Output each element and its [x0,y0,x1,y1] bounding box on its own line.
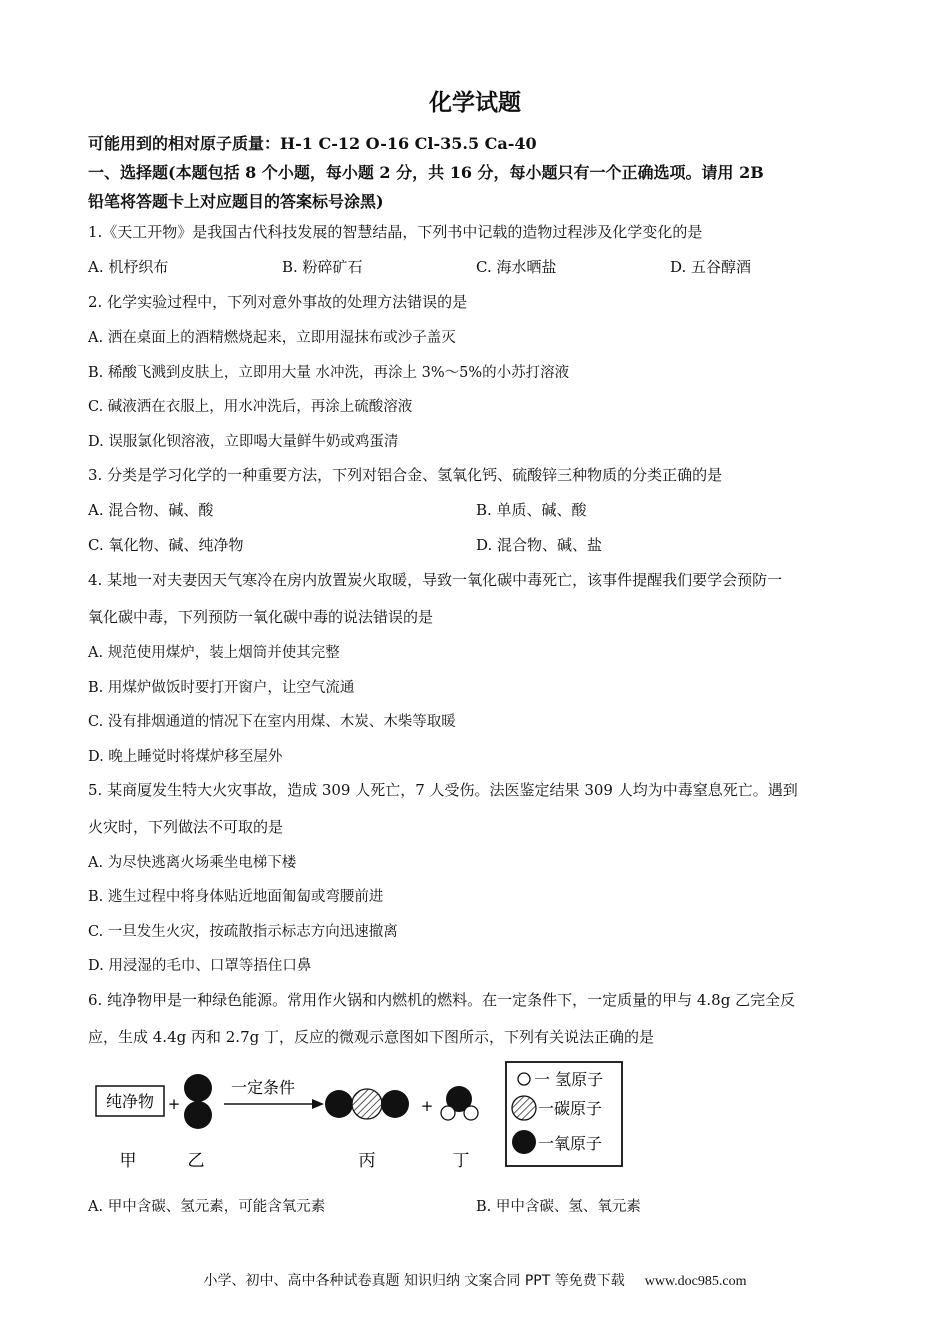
q3-option-a: A. 混合物、碱、酸 [88,501,214,519]
q6-option-b: B. 甲中含碳、氢、氧元素 [476,1199,641,1215]
question-4-stem-line1: 4. 某地一对夫妻因天气寒冷在房内放置炭火取暖，导致一氧化碳中毒死亡，该事件提醒我们要学会预防一 [88,571,783,589]
question-1-stem: 1.《天工开物》是我国古代科技发展的智慧结晶，下列书中记载的造物过程涉及化学变化的是 [88,223,703,241]
legend-oxygen: 一氧原子 [538,1134,603,1153]
co2-oxygen-right [381,1090,409,1118]
legend-hydrogen-icon [518,1073,530,1085]
reaction-diagram [88,1058,628,1178]
q4-option-c: C. 没有排烟通道的情况下在室内用煤、木炭、木柴等取暖 [88,714,456,730]
question-3-stem: 3. 分类是学习化学的一种重要方法，下列对铝合金、氢氧化钙、硫酸锌三种物质的分类正确的是 [88,466,723,484]
q2-option-a: A. 洒在桌面上的酒精燃烧起来，立即用湿抹布或沙子盖灭 [88,330,456,346]
label-yi: 乙 [187,1151,205,1171]
q5-option-b: B. 逃生过程中将身体贴近地面匍匐或弯腰前进 [88,889,384,905]
legend-hydrogen: 一 氢原子 [534,1070,604,1089]
section-heading-line2: 铅笔将答题卡上对应题目的答案标号涂黑) [88,192,384,211]
q6-option-a: A. 甲中含碳、氢元素，可能含氧元素 [88,1199,326,1215]
atomic-mass-note: 可能用到的相对原子质量：H-1 C-12 O-16 Cl-35.5 Ca-40 [88,134,537,153]
legend-carbon-icon [512,1096,536,1120]
q1-option-c: C. 海水晒盐 [476,258,557,276]
condition-label: 一定条件 [230,1078,296,1097]
section-heading-line1: 一、选择题(本题包括 8 个小题，每小题 2 分，共 16 分，每小题只有一个正确选项。请用 2B [88,163,764,182]
co2-oxygen-left [325,1090,353,1118]
q1-option-a: A. 机杼织布 [88,258,169,276]
q2-option-c: C. 碱液洒在衣服上，用水冲洗后，再涂上硫酸溶液 [88,399,413,415]
box-label: 纯净物 [105,1092,155,1111]
label-jia: 甲 [119,1151,137,1171]
water-hydrogen-right [464,1106,478,1120]
q1-option-b: B. 粉碎矿石 [282,258,363,276]
label-ding: 丁 [452,1151,470,1171]
co2-carbon [352,1089,382,1119]
q2-option-d: D. 误服氯化钡溶液，立即喝大量鲜牛奶或鸡蛋清 [88,434,399,450]
q2-option-b: B. 稀酸飞溅到皮肤上，立即用大量 水冲洗，再涂上 3%～5%的小苏打溶液 [88,365,570,381]
q4-option-d: D. 晚上睡觉时将煤炉移至屋外 [88,749,283,765]
plus-sign-1: + [167,1095,181,1113]
question-5-stem-line2: 火灾时，下列做法不可取的是 [88,818,284,836]
q3-option-c: C. 氧化物、碱、纯净物 [88,536,244,554]
page-title: 化学试题 [429,89,521,116]
footer-text: 小学、初中、高中各种试卷真题 知识归纳 文案合同 PPT 等免费下载 [203,1273,625,1289]
oxygen-atom-2 [184,1101,212,1129]
footer-url[interactable]: www.doc985.com [644,1274,747,1289]
page-footer [0,1270,950,1290]
arrow-head [312,1099,324,1109]
oxygen-atom-1 [184,1074,212,1102]
question-4-stem-line2: 氧化碳中毒，下列预防一氧化碳中毒的说法错误的是 [88,608,434,626]
question-6-stem-line2: 应，生成 4.4g 丙和 2.7g 丁，反应的微观示意图如下图所示，下列有关说法正确的是 [88,1028,654,1046]
plus-sign-2: + [420,1097,434,1115]
question-2-stem: 2. 化学实验过程中，下列对意外事故的处理方法错误的是 [88,293,468,311]
water-hydrogen-left [441,1106,455,1120]
legend-carbon: 一碳原子 [538,1099,603,1118]
q3-option-b: B. 单质、碱、酸 [476,501,587,519]
q5-option-a: A. 为尽快逃离火场乘坐电梯下楼 [88,855,297,871]
q3-option-d: D. 混合物、碱、盐 [476,536,603,554]
q1-option-d: D. 五谷醇酒 [670,258,752,276]
q5-option-d: D. 用浸湿的毛巾、口罩等捂住口鼻 [88,958,312,974]
q4-option-b: B. 用煤炉做饭时要打开窗户，让空气流通 [88,680,355,696]
label-bing: 丙 [358,1151,376,1171]
q4-option-a: A. 规范使用煤炉，装上烟筒并使其完整 [88,645,340,661]
question-6-stem-line1: 6. 纯净物甲是一种绿色能源。常用作火锅和内燃机的燃料。在一定条件下，一定质量的甲与 4.8g 乙完全反 [88,991,796,1009]
question-5-stem-line1: 5. 某商厦发生特大火灾事故，造成 309 人死亡，7 人受伤。法医鉴定结果 309 人均为中毒窒息死亡。遇到 [88,781,798,799]
legend-oxygen-icon [512,1130,536,1154]
q5-option-c: C. 一旦发生火灾，按疏散指示标志方向迅速撤离 [88,924,398,940]
